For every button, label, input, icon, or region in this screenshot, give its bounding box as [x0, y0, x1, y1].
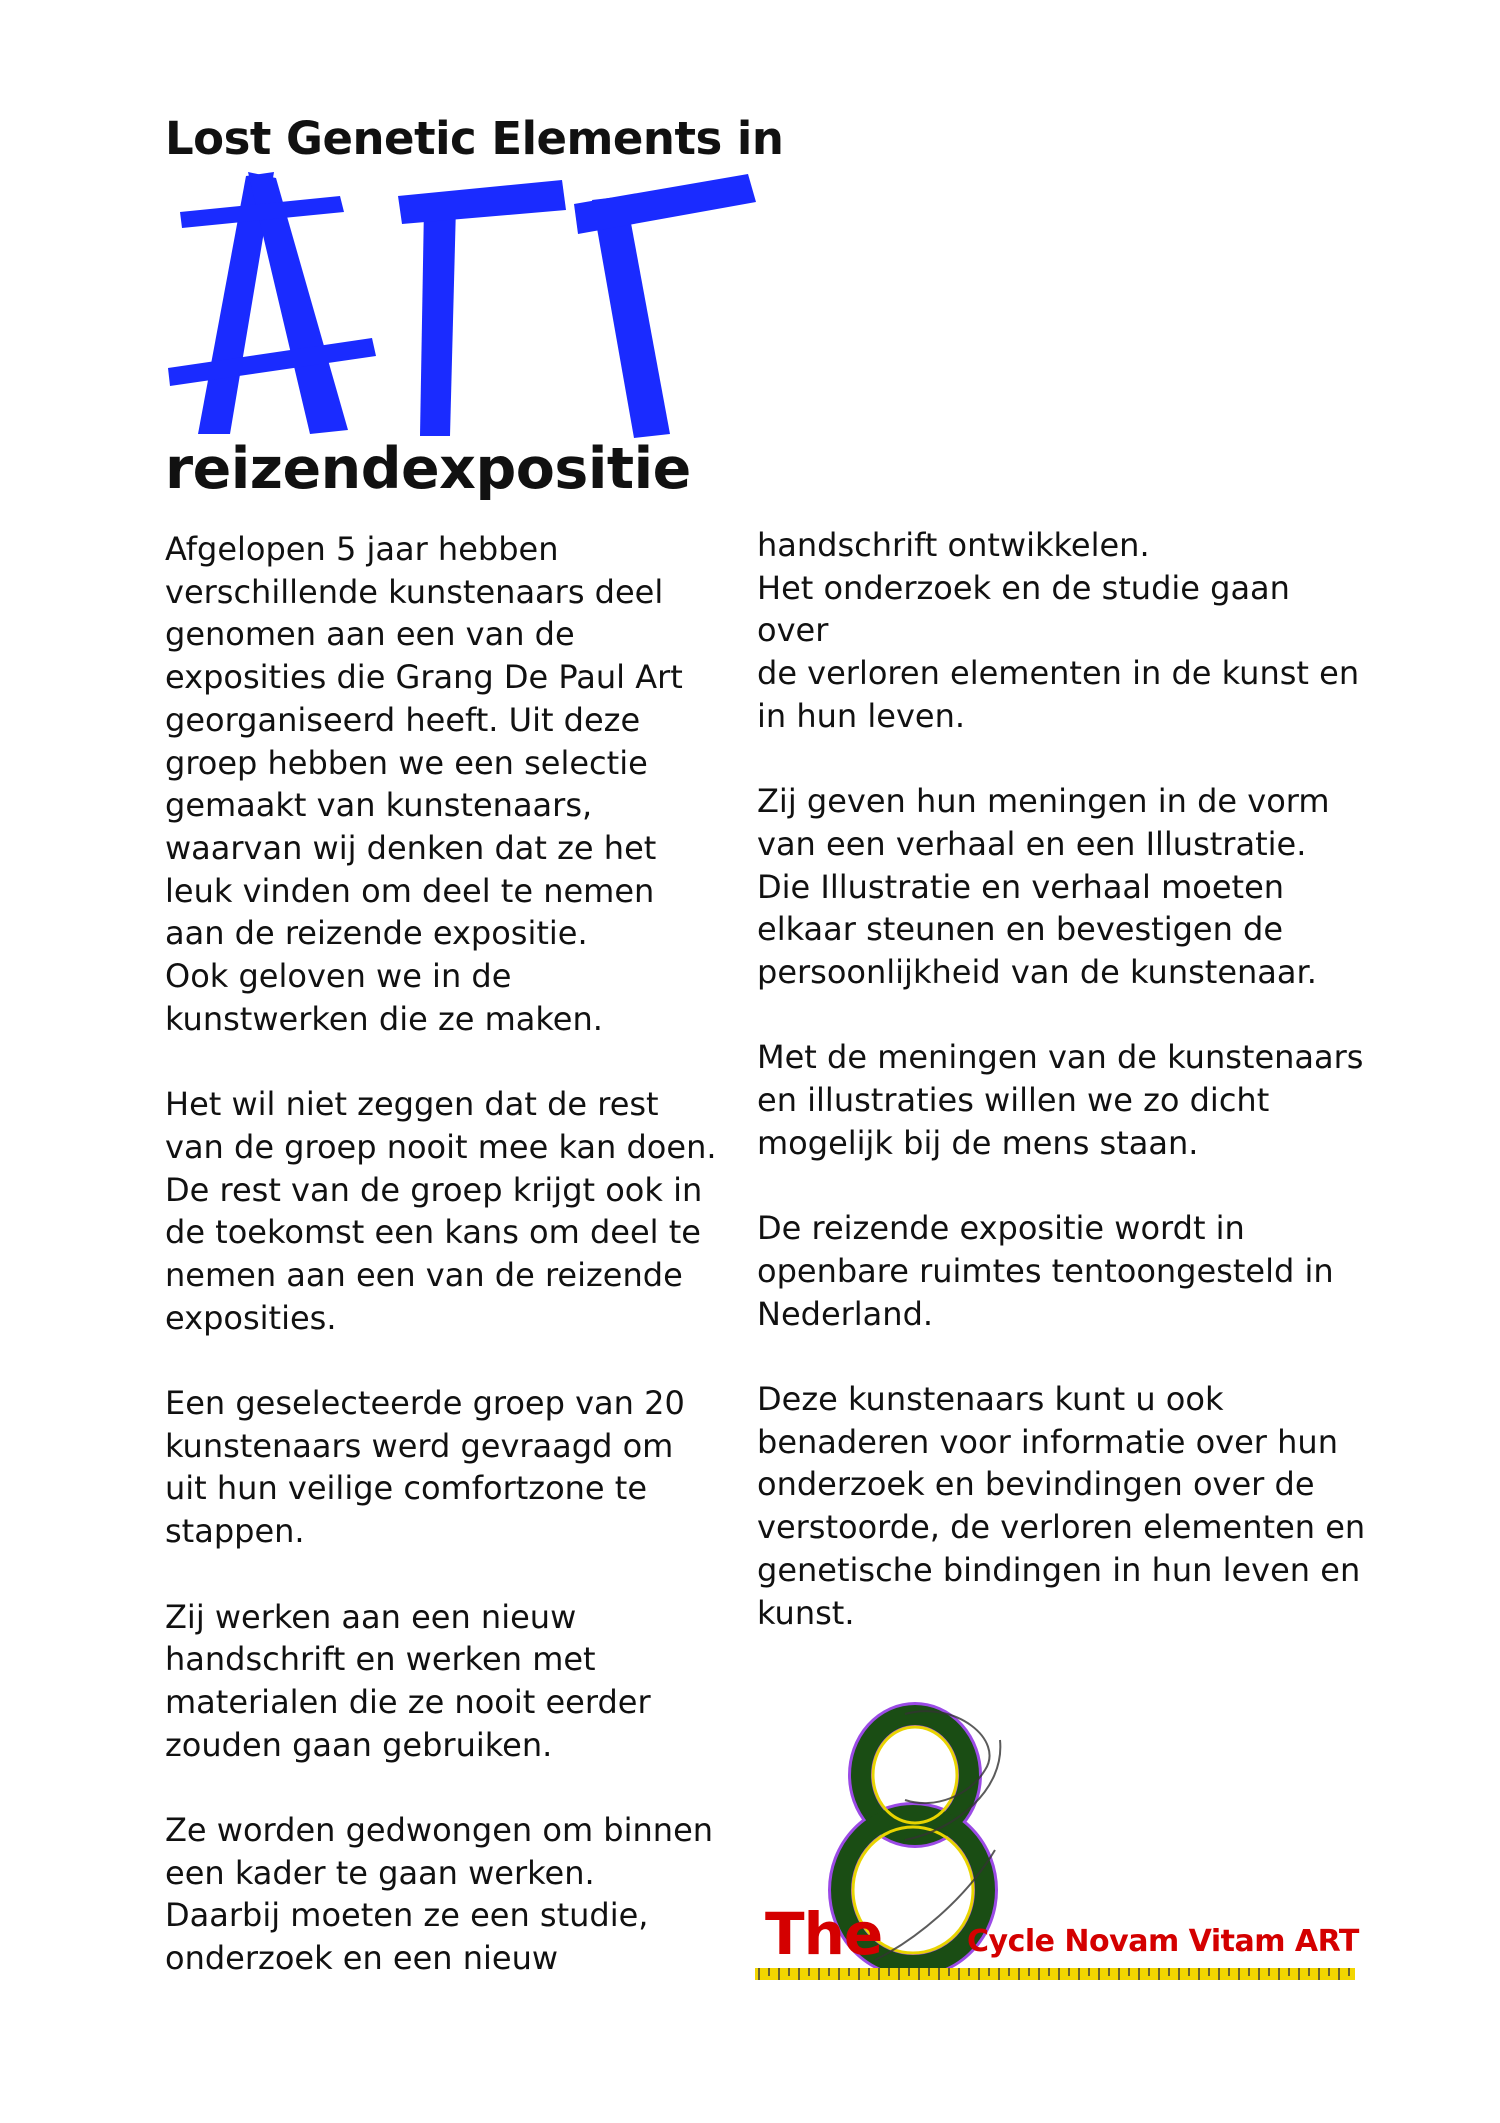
paragraph: Het wil niet zeggen dat de rest van de groep nooit mee kan doen. De rest van de groep krijgt ook in de toekomst een kans om deel te nemen aan een van de reizende exposities.	[165, 1085, 717, 1337]
paragraph: Zij geven hun meningen in de vorm van een verhaal en een Illustratie. Die Illustratie en verhaal moeten elkaar steunen en bevestigen de persoonlijkheid van de kunstenaar.	[757, 782, 1330, 992]
paragraph: Ze worden gedwongen om binnen een kader te gaan werken. Daarbij moeten ze een studie, onderzoek en een nieuw	[165, 1811, 714, 1978]
heading-subtitle: reizendexpositie	[165, 436, 691, 502]
column-right	[757, 524, 1367, 1634]
brand-tagline: Cycle Novam Vitam ART	[967, 1924, 1359, 1959]
paragraph: Een geselecteerde groep van 20 kunstenaars werd gevraagd om uit hun veilige comfortzone te stappen.	[165, 1384, 685, 1551]
paragraph: Afgelopen 5 jaar hebben verschillende kunstenaars deel genomen aan een van de exposities die Grang De Paul Art georganiseerd heeft. Uit deze groep hebben we een selectie gemaakt van kunstenaars, waarvan wij denken dat ze het leuk vinden om deel te nemen aan de reizende expositie. Ook geloven we in de kunstwerken die ze maken.	[165, 530, 683, 1038]
paragraph: Zij werken aan een nieuw handschrift en werken met materialen die ze nooit eerder zouden gaan gebruiken.	[165, 1597, 651, 1764]
brand-the: The	[765, 1900, 883, 1968]
the-8-logo	[755, 1700, 1365, 2000]
column-left	[165, 528, 725, 1980]
art-logo	[160, 172, 760, 440]
paragraph: Deze kunstenaars kunt u ook benaderen voor informatie over hun onderzoek en bevindingen over de verstoorde, de verloren elementen en genetische bindingen in hun leven en kunst.	[757, 1380, 1366, 1632]
paragraph: Met de meningen van de kunstenaars en illustraties willen we zo dicht mogelijk bij de mens staan.	[757, 1038, 1364, 1162]
heading-title-line: Lost Genetic Elements in	[165, 112, 784, 165]
paragraph: handschrift ontwikkelen. Het onderzoek en de studie gaan over de verloren elementen in de kunst en in hun leven.	[757, 526, 1360, 735]
paragraph: De reizende expositie wordt in openbare ruimtes tentoongesteld in Nederland.	[757, 1209, 1334, 1333]
